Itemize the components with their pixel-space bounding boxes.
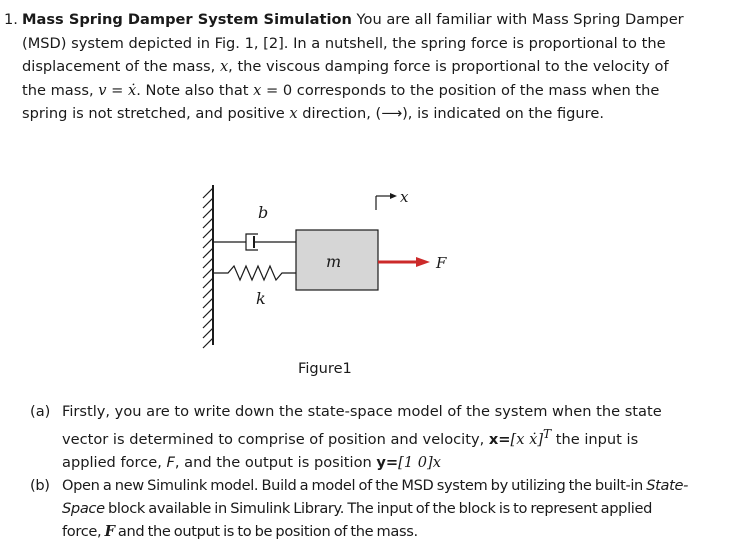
spring: [213, 266, 296, 280]
part-label: (a): [30, 403, 51, 420]
force-arrow-head: [416, 257, 430, 267]
label-b: b: [258, 203, 269, 222]
state-vector: [x ẋ]: [510, 430, 544, 448]
symbol-x: x: [432, 453, 441, 471]
figure-caption: Figure1: [298, 360, 352, 377]
part-text: Firstly, you are to write down the state-space model of the system when the state vector is determined to comprise of position and velocity,: [62, 403, 662, 448]
velocity-equation: v = ẋ: [98, 81, 137, 99]
state-vector-label: x=: [488, 430, 511, 448]
transpose-sup: T: [543, 427, 552, 441]
x-direction-arrow: [376, 196, 392, 210]
question-text: = 0 corresponds to the position of the mass when the spring is not stretched, and positive: [22, 81, 660, 122]
output-matrix: [1 0]: [398, 453, 433, 471]
msd-figure: [198, 180, 498, 350]
part-text: the input is applied force,: [62, 430, 639, 471]
wall-hatching: [203, 188, 213, 348]
damper: [213, 234, 296, 250]
question-number: 1.: [4, 11, 18, 28]
symbol-F: F: [166, 453, 175, 471]
symbol-F: F: [104, 522, 115, 540]
question-title: Mass Spring Damper System Simulation: [22, 11, 352, 28]
part-text: block available in Simulink Library. The input of the block is to represent applied force,: [62, 499, 653, 540]
part-text: Open a new Simulink model. Build a model of the MSD system by utilizing the built-in: [62, 476, 647, 494]
label-m: m: [326, 252, 342, 271]
state-space-term: State-Space: [62, 476, 689, 517]
part-text: , and the output is position: [174, 453, 377, 471]
symbol-x: x: [253, 81, 262, 99]
label-k: k: [256, 289, 266, 308]
question-text: , the viscous damping force is proportional to the velocity of the mass,: [22, 58, 669, 99]
question-parts: [30, 400, 690, 543]
part-label: (b): [30, 476, 50, 494]
question-body: [22, 8, 694, 126]
part-a: [30, 400, 690, 474]
question-text: You are all familiar with Mass Spring Damper (MSD) system depicted in Fig. 1, [2]. In a nutshell, the spring force is proportional to the displacement of the mass,: [22, 11, 684, 75]
question-text: . Note also that: [136, 81, 254, 99]
question-text: direction, (⟶), is indicated on the figure.: [297, 105, 604, 122]
symbol-x: x: [219, 58, 229, 75]
output-label: y=: [376, 453, 399, 471]
question-1: [4, 8, 694, 126]
part-text: and the output is to be position of the mass.: [114, 522, 418, 540]
x-arrow-head: [390, 193, 397, 199]
label-x: x: [400, 188, 409, 206]
label-F: F: [436, 254, 447, 272]
symbol-x: x: [289, 105, 298, 122]
